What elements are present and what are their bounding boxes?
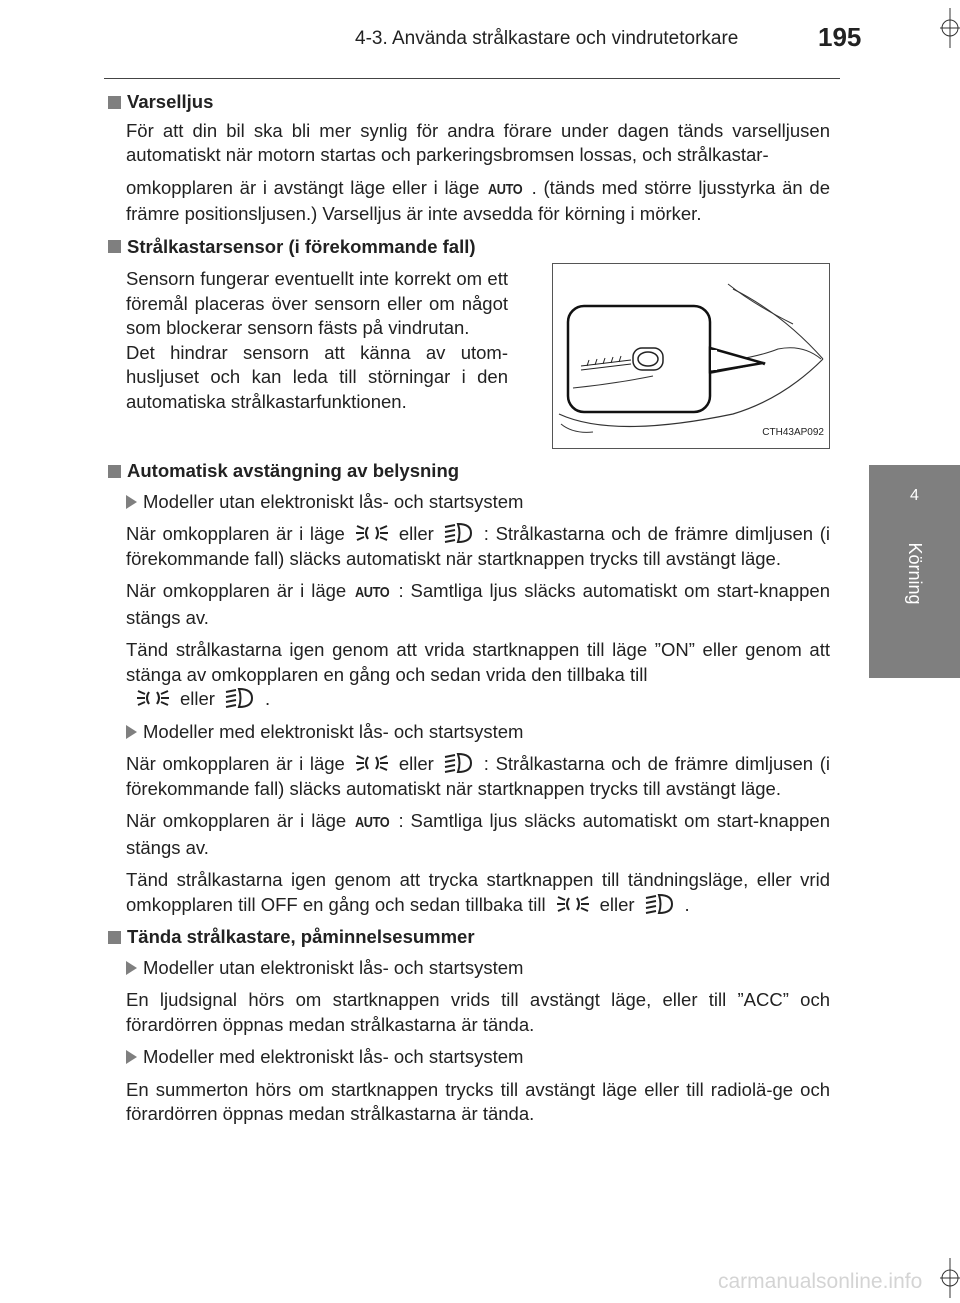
triangle-bullet-icon — [126, 1050, 137, 1064]
parking-light-icon — [355, 752, 389, 774]
auto-icon: AUTO — [355, 584, 390, 601]
sensor-figure — [552, 263, 830, 449]
heading-reminder: Tända strålkastare, påminnelsesummer — [108, 925, 830, 950]
headlight-icon — [225, 687, 255, 709]
auto-off-s1-p3: Tänd strålkastarna igen genom att vrida startknappen till läge ”ON” eller genom att stänga av omkopplaren en gång och sedan vrida den tillbaka till eller . — [126, 639, 830, 709]
auto-off-s1-p1: När omkopplaren är i läge eller : Strålkastarna och de främre dimljusen (i förekommande fall) släcks automatiskt när startknappen trycks till avstängt läge. — [126, 523, 830, 569]
crop-mark-top — [940, 8, 960, 48]
triangle-bullet-icon — [126, 725, 137, 739]
triangle-bullet-icon — [126, 495, 137, 509]
chapter-number: 4 — [910, 487, 919, 504]
reminder-p1: En ljudsignal hörs om startknappen vrids till avstängt läge, eller till ”ACC” och förardörren öppnas medan strålkastarna är tända. — [126, 989, 830, 1035]
square-bullet-icon — [108, 240, 121, 253]
subheading-without-smart-key: Modeller utan elektroniskt lås- och startsystem — [126, 490, 830, 515]
crop-mark-bottom — [940, 1258, 960, 1298]
auto-icon: AUTO — [488, 180, 523, 198]
sensor-block — [126, 263, 830, 449]
triangle-bullet-icon — [126, 961, 137, 975]
watermark: carmanualsonline.info — [718, 1270, 923, 1293]
square-bullet-icon — [108, 931, 121, 944]
auto-icon: AUTO — [355, 814, 390, 831]
auto-off-s1-p2: När omkopplaren är i läge AUTO : Samtliga ljus släcks automatiskt om start-knappen stängs av. — [126, 580, 830, 628]
subheading-reminder-with-smart-key: Modeller med elektroniskt lås- och startsystem — [126, 1045, 830, 1070]
auto-off-s2-p1: När omkopplaren är i läge eller : Strålkastarna och de främre dimljusen (i förekommande fall) släcks automatiskt när startknappen trycks till avstängt läge. — [126, 753, 830, 799]
header-rule — [104, 78, 840, 79]
varselljus-paragraph-1: För att din bil ska bli mer synlig för andra förare under dagen tänds varselljusen automatiskt när motorn startas och parkeringsbromsen lossas, och strålkastar- — [126, 119, 830, 165]
square-bullet-icon — [108, 465, 121, 478]
sensor-text: Sensorn fungerar eventuellt inte korrekt om ett föremål placeras över sensorn eller om något som blockerar sensorn fästs på vindrutan. Det hindrar sensorn att känna av utom-husljuset och kan leda till störningar i den automatiska strålkastarfunktionen. — [126, 268, 508, 412]
chapter-label: Körning — [905, 542, 925, 605]
section-header: 4-3. Använda strålkastare och vindrutetorkare — [355, 28, 739, 49]
figure-code: CTH43AP092 — [762, 426, 824, 438]
headlight-icon — [645, 893, 675, 915]
subheading-reminder-without-smart-key: Modeller utan elektroniskt lås- och startsystem — [126, 956, 830, 981]
heading-auto-off: Automatisk avstängning av belysning — [108, 459, 830, 484]
reminder-p2: En summerton hörs om startknappen trycks till avstängt läge eller till radiolä-ge och förardörren öppnas medan strålkastarna är tända. — [126, 1078, 830, 1124]
page-content — [108, 90, 830, 1135]
auto-off-s2-p3: Tänd strålkastarna igen genom att trycka startknappen till tändningsläge, eller vrid omkopplaren till OFF en gång och sedan tillbaka till eller . — [126, 869, 830, 915]
square-bullet-icon — [108, 96, 121, 109]
parking-light-icon — [136, 687, 170, 709]
heading-sensor: Strålkastarsensor (i förekommande fall) — [108, 235, 830, 260]
varselljus-paragraph-2: omkopplaren är i avstängt läge eller i läge AUTO . (tänds med större ljusstyrka än de främre positionsljusen.) Varselljus är inte avsedda för körning i mörker. — [126, 176, 830, 224]
parking-light-icon — [355, 522, 389, 544]
parking-light-icon — [556, 893, 590, 915]
subheading-with-smart-key: Modeller med elektroniskt lås- och startsystem — [126, 720, 830, 745]
headlight-icon — [444, 752, 474, 774]
heading-varselljus: Varselljus — [108, 90, 830, 115]
auto-off-s2-p2: När omkopplaren är i läge AUTO : Samtliga ljus släcks automatiskt om start-knappen stängs av. — [126, 810, 830, 858]
headlight-icon — [444, 522, 474, 544]
page-number: 195 — [818, 22, 862, 52]
chapter-tab — [869, 465, 960, 678]
